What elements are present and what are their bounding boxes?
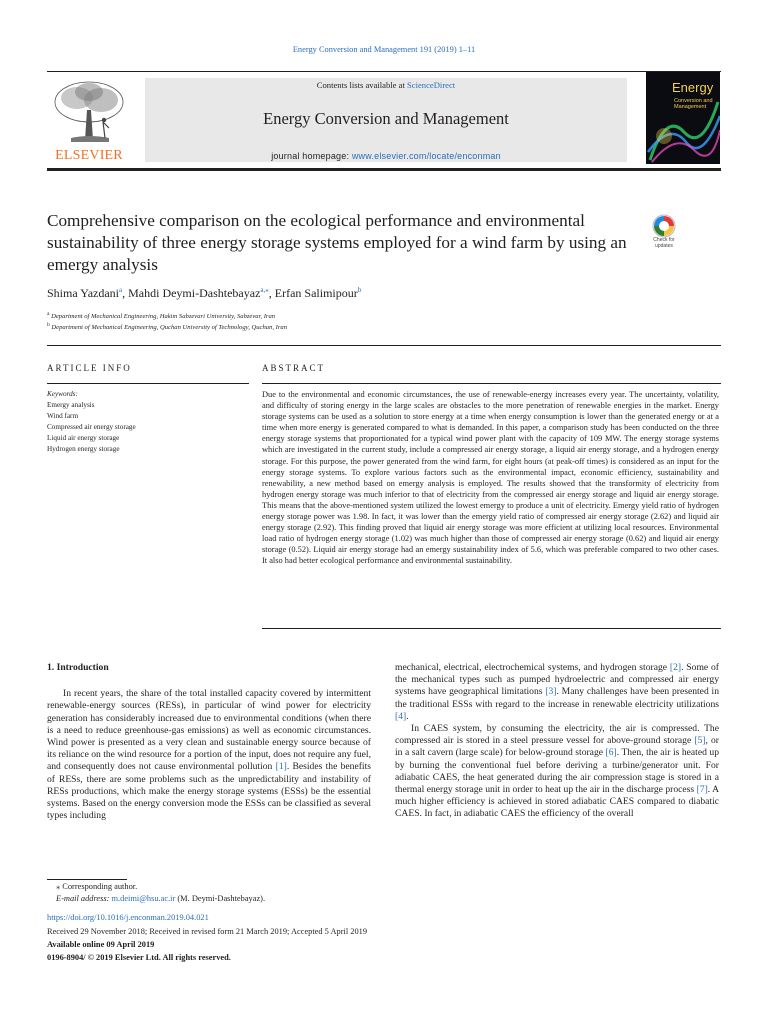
- keyword-item: Liquid air energy storage: [47, 434, 120, 442]
- abstract-text: Due to the environmental and economic circumstances, the use of renewable-energy increases every year. The uncertainty, volatility, and difficulty of storing energy in the large scales are obstacles to the more penetration of renewable energies in the market. Energy storage systems can be used as a solution to store energy at a time when energy consumption is lower than the generated energy or at a time when more energy is generated compared to what is demanded. In this paper, a comparison study has been conducted on the three energy storage systems that proportionated for a typical wind power plant with the capacity of 109 MW. The energy storage systems which are investigated in the current study, include a compressed air energy storage, a liquid air energy storage, and a hydrogen energy storage. For this purpose, the power generated from the wind farm, for eight hours (at peak-off times) is considered as an input for the energy storage systems. To explore various factors such as the environmental impact, economic efficiency, sustainability and renewability, a new method based on emergy analysis is employed. The results showed that the transformity of electricity from hydrogen energy storage was much inferior to that of electricity from the compressed air energy storage and liquid air energy storage. This means that the above-mentioned system utilized the lowest emergy to produce a unit of electricity. Emergy yield ratio of hydrogen energy storage power was 1.98. In fact, it was lower than the emergy yield ratio of compressed air energy storage (2.62) and liquid air energy storage (2.92). This finding proved that liquid air energy storage was more efficient at utilizing local resources. Environmental load ratio of hydrogen energy storage (1.02) was much higher than those of compressed air energy storage (0.62) and liquid air energy storage (0.52). Liquid air energy storage had an emergy sustainability index of 5.6, which was preferable compared to two other cases. It also had better ecological performance and environmental sustainability.: [262, 390, 719, 566]
- email-line: [56, 893, 265, 905]
- affiliation: [47, 311, 275, 320]
- author-affiliation-marker[interactable]: a: [119, 286, 123, 294]
- author-affiliation-marker[interactable]: a,⁎: [260, 286, 269, 294]
- affiliation-text: Department of Mechanical Engineering, Hakim Sabzevari University, Sabzevar, Iran: [51, 313, 276, 321]
- keyword-item: Wind farm: [47, 412, 79, 420]
- abstract-rule: [262, 383, 721, 384]
- keywords-label: Keywords:: [47, 390, 78, 398]
- header-rule-bottom: [47, 168, 721, 171]
- keyword-item: Hydrogen energy storage: [47, 445, 120, 453]
- email-link[interactable]: m.deimi@hsu.ac.ir: [111, 894, 176, 904]
- body-paragraph: In CAES system, by consuming the electricity, the air is compressed. The compressed air is stored in a steel pressure vessel for above-ground storage [5], or in a salt cavern (large scale) for below-ground storage [6]. Then, the air is heated up by burning the conventional fuel before deriving a turbine/generator unit. For adiabatic CAES, the heat generated during the air compression stage is stored in a thermal energy storage unit in order to heat up the air in the discharge process [7]. A much higher efficiency is achieved in stored adiabatic CAES compared to diabatic CAES. In fact, in adiabatic CAES the efficiency of the overall: [395, 723, 720, 820]
- doi-link[interactable]: https://doi.org/10.1016/j.enconman.2019.04.021: [47, 913, 209, 922]
- journal-reference-link[interactable]: Energy Conversion and Management 191 (2019) 1–11: [292, 45, 476, 54]
- article-info-heading: ARTICLE INFO: [47, 363, 132, 373]
- article-info-rule: [47, 383, 249, 384]
- citation-link[interactable]: [1]: [275, 761, 287, 773]
- section-rule: [47, 345, 721, 346]
- author-name[interactable]: Mahdi Deymi-Dashtebayaz: [128, 286, 261, 300]
- affiliation-marker: a: [47, 311, 50, 317]
- contents-prefix: Contents lists available at: [316, 80, 407, 90]
- journal-homepage: [145, 151, 627, 161]
- check-for-updates-badge[interactable]: [644, 212, 684, 252]
- email-owner: (M. Deymi-Dashtebayaz).: [175, 894, 266, 904]
- affiliation-text: Department of Mechanical Engineering, Quchan University of Technology, Quchan, Iran: [51, 324, 288, 332]
- homepage-prefix: journal homepage:: [271, 151, 352, 161]
- badge-label: Check for updates: [653, 237, 675, 249]
- publisher-logo-text: ELSEVIER: [55, 148, 123, 163]
- journal-name: Energy Conversion and Management: [263, 109, 509, 128]
- citation-link[interactable]: [6]: [605, 747, 617, 759]
- tree-icon: [47, 78, 131, 148]
- citation-link[interactable]: [2]: [669, 662, 682, 673]
- contents-line: [145, 80, 627, 90]
- body-column-right: [395, 662, 719, 821]
- homepage-link[interactable]: www.elsevier.com/locate/enconman: [351, 151, 501, 161]
- keyword-item: Emergy analysis: [47, 401, 95, 409]
- received-dates: Received 29 November 2018; Received in revised form 21 March 2019; Accepted 5 April 2019: [47, 927, 368, 936]
- abstract-heading: ABSTRACT: [262, 363, 326, 373]
- affiliation: [47, 322, 287, 331]
- keywords-block: [47, 389, 247, 455]
- header-rule-top: [47, 71, 721, 72]
- footnote-rule: [47, 879, 127, 880]
- abstract-end-rule: [262, 628, 721, 629]
- article-title: Comprehensive comparison on the ecological performance and environmental sustainability of three energy storage systems employed for a wind farm by using an emergy analysis: [47, 211, 627, 274]
- affiliation-marker: b: [47, 322, 50, 328]
- author-name[interactable]: Erfan Salimipour: [274, 286, 358, 300]
- citation-link[interactable]: [5]: [694, 735, 706, 747]
- author-affiliation-marker[interactable]: b: [357, 286, 362, 294]
- email-label: E-mail address:: [56, 894, 112, 904]
- citation-link[interactable]: [4]: [395, 710, 407, 722]
- keyword-item: Compressed air energy storage: [47, 423, 136, 431]
- citation-link[interactable]: [3]: [545, 686, 557, 698]
- available-online: Available online 09 April 2019: [47, 940, 155, 949]
- body-paragraph: In recent years, the share of the total installed capacity covered by intermittent renewable-energy sources (RESs), in particular of wind power for electricity generation has considerably increased due to environmental conditions (when there is a need to reduce greenhouse-gas emissions) as well as economic circumstances. Wind power is presented as a very clean and sustainable energy source because of its reliance on the wind resource for a portion of the input, does not require any fuel, and consequently does not cause environmental pollution [1]. Besides the benefits of RESs, there are some problems such as the unpredictability and instability of RESs productions, which make the energy storage systems (ESSs) be the essential systems. Based on the energy conversion mode the ESSs can be classified as several types including: [47, 688, 371, 822]
- copyright-line: 0196-8904/ © 2019 Elsevier Ltd. All rights reserved.: [47, 953, 231, 962]
- journal-cover-image[interactable]: [646, 72, 720, 164]
- citation-link[interactable]: [7]: [696, 784, 708, 796]
- author-list: Shima Yazdani$^a$, Mahdi Deymi-Dashtebayaz$^{a,⁎}$, Erfan Salimipour$^b$: [47, 286, 362, 300]
- sciencedirect-link[interactable]: ScienceDirect: [407, 80, 456, 90]
- author-name[interactable]: Shima Yazdani: [47, 286, 119, 300]
- introduction-heading: 1. Introduction: [47, 662, 109, 673]
- cover-subtitle: Conversion and Management: [674, 98, 713, 110]
- cover-title: Energy: [672, 80, 714, 95]
- body-paragraph: mechanical, electrical, electrochemical systems, and hydrogen storage [2]. Some of the mechanical types such as pumped hydroelectric and compressed air energy systems have geographical limitations [3]. Many challenges have been presented in the traditional ESSs with regard to the increase in renewable electricity utilizations [4].: [395, 662, 720, 722]
- corresponding-author-note: ⁎ Corresponding author.: [56, 882, 138, 891]
- body-column-left: [47, 662, 371, 822]
- corresponding-footnote: [56, 881, 265, 905]
